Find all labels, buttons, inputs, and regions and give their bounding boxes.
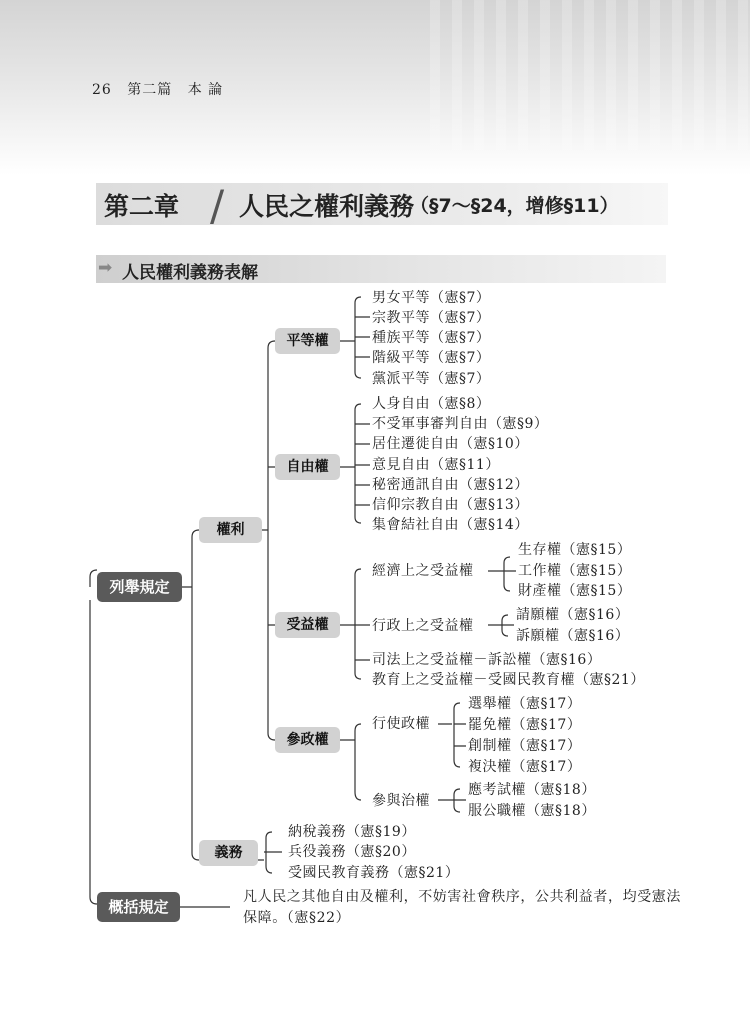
- governance-connector: [438, 789, 466, 812]
- education-benefit: 教育上之受益權－受國民教育權（憲§21）: [372, 672, 645, 688]
- freedom-item: 居住遷徙自由（憲§10）: [372, 436, 529, 452]
- political-box: 參政權: [275, 727, 340, 753]
- enumerated-box: 列舉規定: [97, 572, 182, 602]
- freedom-item: 不受軍事審判自由（憲§9）: [372, 416, 549, 432]
- duty-item: 受國民教育義務（憲§21）: [288, 865, 460, 881]
- benefit-connector: [340, 569, 370, 679]
- page-number: 26: [92, 82, 112, 98]
- duties-connector: [258, 832, 282, 873]
- freedom-item: 意見自由（憲§11）: [372, 457, 500, 473]
- equality-item: 黨派平等（憲§7）: [372, 371, 491, 387]
- slash-divider: /: [210, 181, 225, 230]
- freedom-item: 信仰宗教自由（憲§13）: [372, 497, 529, 513]
- economic-benefit-label: 經濟上之受益權: [372, 563, 474, 579]
- administrative-connector: [488, 615, 514, 636]
- equality-box: 平等權: [275, 328, 340, 354]
- judicial-benefit: 司法上之受益權－訴訟權（憲§16）: [372, 652, 602, 668]
- economic-connector: [488, 557, 516, 591]
- chapter-title: 人民之權利義務: [239, 192, 415, 221]
- exercise-item: 選舉權（憲§17）: [468, 696, 582, 712]
- freedom-connector: [340, 404, 370, 523]
- governance-item: 服公職權（憲§18）: [468, 803, 596, 819]
- duty-item: 兵役義務（憲§20）: [288, 844, 416, 860]
- rights-connector: [262, 341, 275, 740]
- chapter-number: 第二章: [104, 192, 180, 221]
- economic-item: 工作權（憲§15）: [518, 563, 632, 579]
- root-bracket: [90, 570, 97, 904]
- duties-box: 義務: [199, 840, 258, 866]
- governance-item: 應考試權（憲§18）: [468, 782, 596, 798]
- general-box: 概括規定: [97, 892, 180, 922]
- freedom-item: 集會結社自由（憲§14）: [372, 517, 529, 533]
- arrow-right-icon: ➡: [98, 258, 113, 278]
- equality-item: 階級平等（憲§7）: [372, 350, 491, 366]
- benefit-box: 受益權: [275, 612, 340, 638]
- freedom-item: 人身自由（憲§8）: [372, 396, 491, 412]
- chapter-reference: （§7～§24，增修§11）: [410, 195, 619, 217]
- exercise-item: 創制權（憲§17）: [468, 738, 582, 754]
- governance-label: 參與治權: [372, 793, 430, 809]
- economic-item: 財產權（憲§15）: [518, 583, 632, 599]
- enumerated-connector: [182, 530, 199, 860]
- section-label: 本 論: [187, 82, 224, 98]
- general-provision-text: 凡人民之其他自由及權利，不妨害社會秩序，公共利益者，均受憲法保障。（憲§22）: [243, 889, 681, 926]
- administrative-benefit-label: 行政上之受益權: [372, 618, 474, 634]
- exercise-item: 罷免權（憲§17）: [468, 717, 582, 733]
- freedom-box: 自由權: [275, 454, 340, 480]
- section-title: 人民權利義務表解: [122, 263, 258, 283]
- exercise-label: 行使政權: [372, 716, 430, 732]
- exercise-connector: [438, 703, 466, 767]
- rights-box: 權利: [199, 517, 262, 543]
- political-connector: [340, 724, 361, 800]
- exercise-item: 複決權（憲§17）: [468, 759, 582, 775]
- duty-item: 納稅義務（憲§19）: [288, 824, 416, 840]
- administrative-item: 訴願權（憲§16）: [516, 628, 630, 644]
- equality-item: 宗教平等（憲§7）: [372, 310, 491, 326]
- economic-item: 生存權（憲§15）: [518, 542, 632, 558]
- equality-item: 男女平等（憲§7）: [372, 290, 491, 306]
- part-label: 第二篇: [127, 82, 173, 98]
- equality-item: 種族平等（憲§7）: [372, 330, 491, 346]
- equality-connector: [340, 297, 370, 378]
- freedom-item: 秘密通訊自由（憲§12）: [372, 477, 529, 493]
- administrative-item: 請願權（憲§16）: [516, 607, 630, 623]
